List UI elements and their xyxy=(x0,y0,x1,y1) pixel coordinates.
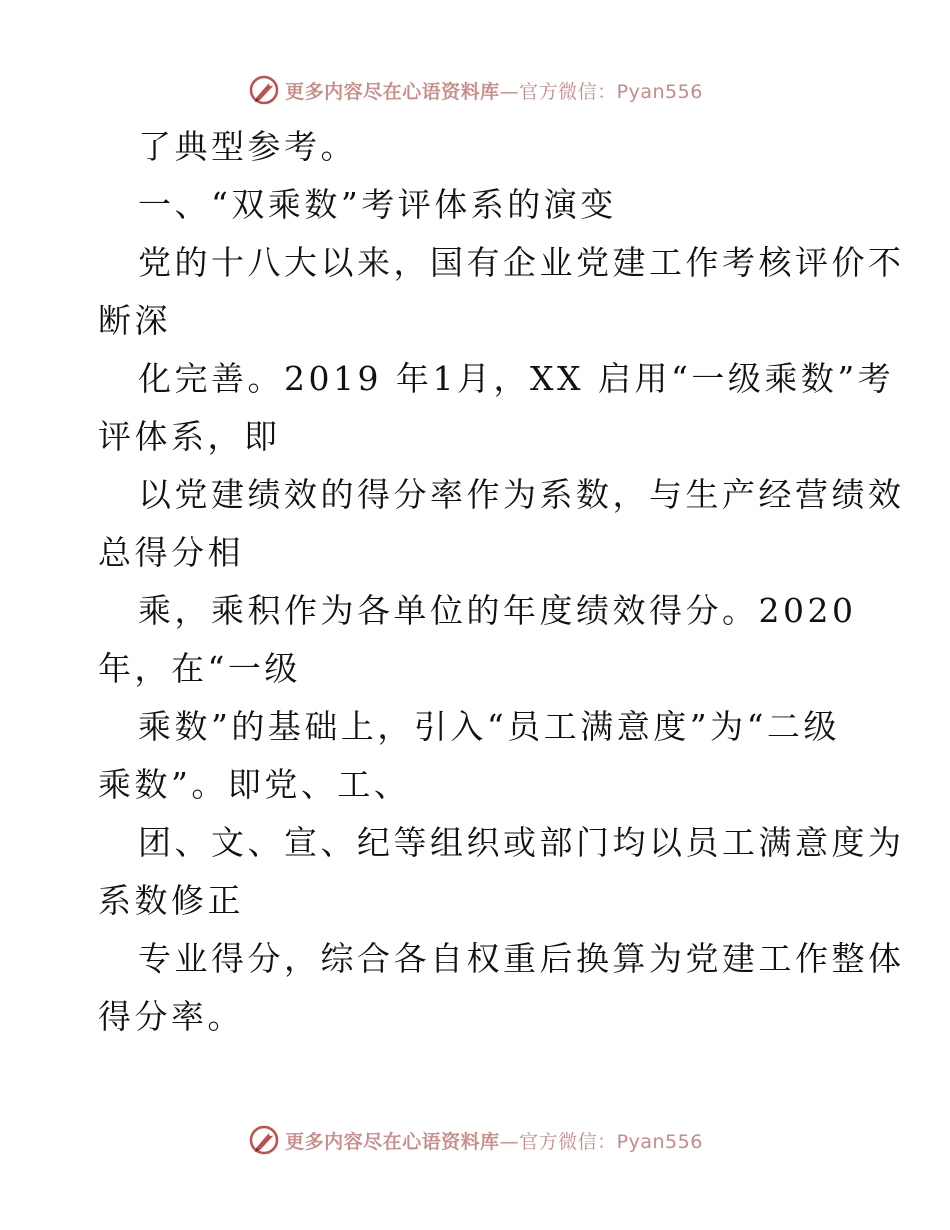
text-line: 评体系，即 xyxy=(98,417,281,456)
watermark-brand: 更多内容尽在心语资料库 xyxy=(285,1130,500,1153)
footer-watermark xyxy=(0,1120,950,1160)
text-line: 以党建绩效的得分率作为系数，与生产经营绩效 xyxy=(138,475,905,514)
text-line: 乘数”的基础上，引入“员工满意度”为“二级 xyxy=(138,707,840,746)
watermark-contact: —官方微信：Pyan556 xyxy=(499,80,703,103)
header-watermark xyxy=(0,70,950,110)
text-line: 得分率。 xyxy=(98,997,244,1036)
text-line: 乘，乘积作为各单位的年度绩效得分。2020 xyxy=(138,591,857,630)
watermark-contact: —官方微信：Pyan556 xyxy=(499,1130,703,1153)
text-line: 乘数”。即党、工、 xyxy=(98,765,411,804)
text-line: 专业得分，综合各自权重后换算为党建工作整体 xyxy=(138,939,905,978)
text-line: 年，在“一级 xyxy=(98,649,301,688)
text-line: 断深 xyxy=(98,301,171,340)
pen-circle-icon xyxy=(247,73,281,107)
text-line: 化完善。2019 年1月，XX 启用“一级乘数”考 xyxy=(138,359,895,398)
pen-circle-icon xyxy=(247,1123,281,1157)
text-line: 党的十八大以来，国有企业党建工作考核评价不 xyxy=(138,243,905,282)
document-body xyxy=(98,118,905,1046)
text-line: 系数修正 xyxy=(98,881,244,920)
section-heading: 一、“双乘数”考评体系的演变 xyxy=(138,185,617,224)
text-line: 总得分相 xyxy=(98,533,244,572)
text-line: 团、文、宣、纪等组织或部门均以员工满意度为 xyxy=(138,823,905,862)
watermark-brand: 更多内容尽在心语资料库 xyxy=(285,80,500,103)
text-line: 了典型参考。 xyxy=(138,127,357,166)
